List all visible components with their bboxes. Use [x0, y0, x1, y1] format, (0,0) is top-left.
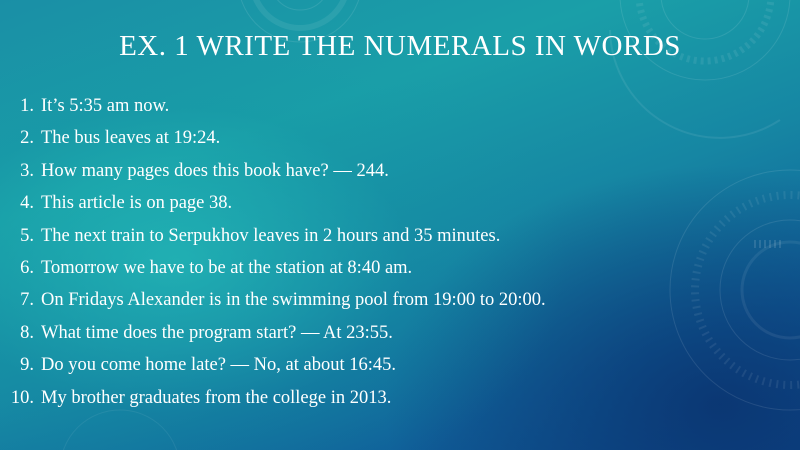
list-item-text: Tomorrow we have to be at the station at 8:40 am.: [41, 257, 413, 278]
list-item-text: It’s 5:35 am now.: [41, 96, 170, 116]
list-item-number: 10.: [10, 387, 34, 408]
list-item-text: The bus leaves at 19:24.: [41, 128, 221, 149]
slide-title: EX. 1 WRITE THE NUMERALS IN WORDS: [119, 30, 681, 62]
list-item-text: This article is on page 38.: [41, 193, 233, 214]
list-item-number: 6.: [20, 257, 34, 278]
list-item-number: 3.: [20, 160, 34, 181]
list-item-number: 2.: [20, 128, 34, 149]
list-item-number: 5.: [20, 225, 34, 246]
list-item-number: 4.: [20, 193, 34, 214]
list-item-number: 8.: [20, 322, 34, 343]
list-item-text: What time does the program start? — At 23:55.: [41, 322, 393, 343]
list-item-text: On Fridays Alexander is in the swimming pool from 19:00 to 20:00.: [41, 290, 546, 311]
list-item-text: The next train to Serpukhov leaves in 2 hours and 35 minutes.: [41, 225, 501, 246]
list-item-text: Do you come home late? — No, at about 16:45.: [41, 355, 397, 376]
list-item-number: 9.: [20, 355, 34, 376]
list-item-number: 1.: [20, 96, 34, 116]
list-item-text: My brother graduates from the college in 2013.: [41, 387, 392, 408]
list-item-text: How many pages does this book have? — 244.: [41, 160, 389, 181]
list-item-number: 7.: [20, 290, 34, 311]
